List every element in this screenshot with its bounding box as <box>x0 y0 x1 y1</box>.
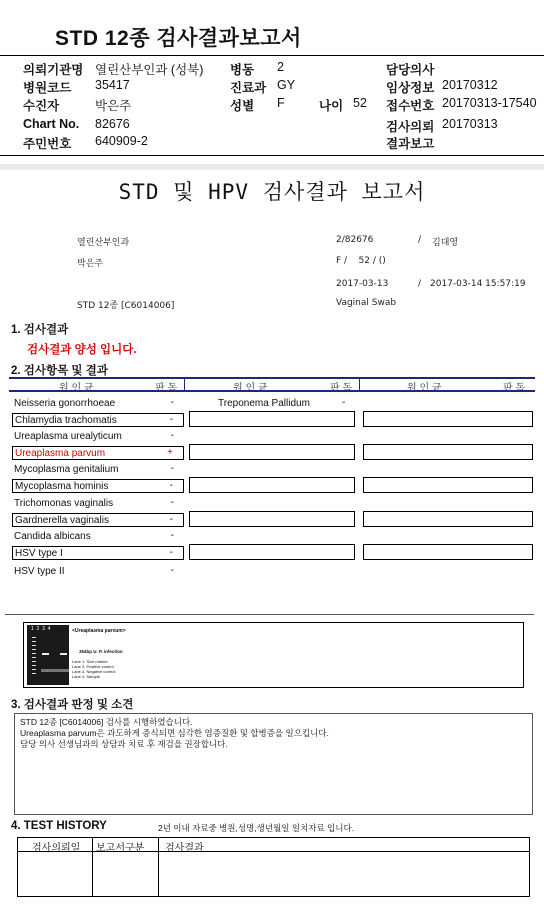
divider <box>5 614 534 615</box>
col-pathogen-header-2: 원 인 균 <box>233 383 268 394</box>
dept-value: GY <box>277 78 296 92</box>
empty-result-box <box>363 411 533 427</box>
gel-image-panel <box>23 622 524 688</box>
pathogen-result: - <box>170 497 174 508</box>
separator-text-2: / <box>418 279 422 289</box>
report-subtitle: STD 및 HPV 검사결과 보고서 <box>118 180 426 204</box>
patient-label: 수진자 <box>23 99 60 113</box>
pathogen-name: Chlamydia trachomatis <box>15 415 117 426</box>
gel-caption: <Ureaplasma parvum> <box>72 628 126 634</box>
primer-band <box>41 669 69 672</box>
history-col-header: 보고서구분 <box>96 843 145 854</box>
dept-label: 진료과 <box>230 81 267 95</box>
pathogen-name: HSV type I <box>15 548 63 559</box>
opinion-box <box>14 713 533 815</box>
date2-text: 2017-03-14 15:57:19 <box>430 279 526 289</box>
date1-text: 2017-03-13 <box>336 279 389 289</box>
age-value: 52 <box>353 96 367 110</box>
resident-value: 640909-2 <box>95 134 148 148</box>
resident-label: 주민번호 <box>23 137 72 151</box>
report-title: STD 12종 검사결과보고서 <box>55 27 302 50</box>
pathogen-result: - <box>169 414 173 425</box>
empty-result-box <box>189 477 355 493</box>
section4-note: 2년 이내 자료중 병원,성명,생년월일 일치자료 입니다. <box>158 823 355 833</box>
pathogen-result: - <box>169 480 173 491</box>
clinical-value: 20170312 <box>442 78 498 92</box>
gel-legend-item: Lane 2. Positive control <box>72 664 114 669</box>
list-item <box>12 479 184 493</box>
section-divider <box>0 164 544 170</box>
result-report-label: 결과보고 <box>386 137 435 151</box>
empty-result-box <box>363 444 533 460</box>
separator-text: / <box>418 235 422 245</box>
list-item <box>12 413 184 427</box>
empty-result-box <box>363 477 533 493</box>
history-col-header: 검사결과 <box>165 843 204 854</box>
specimen-text: Vaginal Swab <box>336 298 397 308</box>
ward-label: 병동 <box>230 63 255 77</box>
list-item <box>12 446 184 460</box>
history-table <box>17 837 530 897</box>
empty-result-box <box>189 544 355 560</box>
hospital-code-value: 35417 <box>95 78 130 92</box>
empty-result-box <box>363 544 533 560</box>
gel-legend-item: Lane 4. Sample <box>72 674 101 679</box>
empty-result-box <box>189 411 355 427</box>
receipt-value: 20170313-17540 <box>442 96 537 110</box>
req-institution-label: 의뢰기관명 <box>23 63 84 77</box>
clinical-label: 임상정보 <box>386 81 435 95</box>
list-item <box>12 565 184 579</box>
history-col-header: 검사의뢰일 <box>32 843 81 854</box>
sample-band <box>60 653 67 655</box>
test-code-text: STD 12종 [C6014006] <box>77 301 175 311</box>
col-judgment-header-2: 판 독 <box>330 383 353 394</box>
pathogen-result: - <box>169 514 173 525</box>
empty-result-box <box>189 511 355 527</box>
section3-title: 3. 검사결과 판정 및 소견 <box>11 699 134 711</box>
pathogen-result: - <box>170 430 174 441</box>
gel-legend-item: Lane 1. Size marker <box>72 659 108 664</box>
section4-title: 4. TEST HISTORY <box>11 820 107 832</box>
pathogen-name: Treponema Pallidum <box>218 398 310 409</box>
pathogen-result: - <box>170 530 174 541</box>
opinion-line: 담당 의사 선생님과의 상담과 치료 후 재검을 권장합니다. <box>20 739 228 749</box>
pathogen-result: - <box>169 547 173 558</box>
col-judgment-header-1: 판 독 <box>155 383 178 394</box>
pathogen-name: Mycoplasma hominis <box>15 481 109 492</box>
sex-age-text: F / 52 / () <box>336 256 386 266</box>
section2-title: 2. 검사항목 및 결과 <box>11 365 108 377</box>
section1-result: 검사결과 양성 입니다. <box>27 344 137 356</box>
pathogen-name: Neisseria gonorrhoeae <box>14 398 116 409</box>
chart-value: 82676 <box>95 117 130 131</box>
gel-lane-labels: 1 2 3 4 <box>31 626 51 632</box>
results-table-header <box>9 377 535 392</box>
list-item <box>12 463 184 477</box>
doctor-name-text: 김대영 <box>432 238 459 248</box>
receipt-label: 접수번호 <box>386 99 435 113</box>
history-col-divider <box>158 838 159 896</box>
pathogen-result: - <box>170 463 174 474</box>
list-item <box>12 430 184 444</box>
history-col-divider <box>92 838 93 896</box>
col-divider-2 <box>359 377 360 392</box>
pathogen-name: Mycoplasma genitalium <box>14 464 119 475</box>
positive-band <box>42 653 49 655</box>
opinion-line: Ureaplasma parvum은 과도하게 증식되면 심각한 염증질환 및 합병증을 일으킵니다. <box>20 728 329 738</box>
gel-legend <box>72 659 115 679</box>
patient-text: 박은주 <box>77 259 104 269</box>
pathogen-name: Trichomonas vaginalis <box>14 498 114 509</box>
req-institution-value: 열린산부인과 (성북) <box>95 63 204 77</box>
gel-band-label: 354bp U. P. infection <box>79 649 123 654</box>
empty-result-box <box>189 444 355 460</box>
patient-value: 박은주 <box>95 99 132 113</box>
sex-label: 성별 <box>230 99 255 113</box>
doctor-label: 담당의사 <box>386 63 435 77</box>
chart-label: Chart No. <box>23 117 80 131</box>
list-item <box>12 397 184 411</box>
col-divider-1 <box>184 377 185 392</box>
pathogen-name: Ureaplasma parvum <box>15 448 106 459</box>
list-item <box>12 530 184 544</box>
gel-legend-item: Lane 3. Negative control <box>72 669 116 674</box>
institution-text: 열린산부인과 <box>77 238 130 248</box>
header-bottom-rule <box>0 155 544 156</box>
history-header-row <box>18 838 529 852</box>
pathogen-result: - <box>170 397 174 408</box>
list-item <box>192 397 352 411</box>
age-label: 나이 <box>319 99 344 113</box>
pathogen-name: Ureaplasma urealyticum <box>14 431 122 442</box>
list-item <box>12 513 184 527</box>
hospital-code-label: 병원코드 <box>23 81 72 95</box>
list-item <box>12 497 184 511</box>
header-top-rule <box>0 55 544 56</box>
pathogen-name: HSV type II <box>14 566 65 577</box>
pathogen-result: + <box>167 447 173 458</box>
requested-label: 검사의뢰 <box>386 120 435 134</box>
opinion-line: STD 12종 [C6014006] 검사를 시행하였습니다. <box>20 717 193 727</box>
list-item <box>12 546 184 560</box>
chart-ref-text: 2/82676 <box>336 235 374 245</box>
section1-title: 1. 검사결과 <box>11 324 69 336</box>
ward-value: 2 <box>277 60 284 74</box>
gel-photo <box>27 625 69 685</box>
col-pathogen-header-1: 원 인 균 <box>59 383 94 394</box>
sex-value: F <box>277 96 285 110</box>
requested-value: 20170313 <box>442 117 498 131</box>
pathogen-name: Candida albicans <box>14 531 91 542</box>
pathogen-result: - <box>342 397 346 408</box>
pathogen-name: Gardnerella vaginalis <box>15 515 109 526</box>
col-judgment-header-3: 판 독 <box>503 383 526 394</box>
size-marker-ladder <box>32 637 36 677</box>
pathogen-result: - <box>170 565 174 576</box>
empty-result-box <box>363 511 533 527</box>
col-pathogen-header-3: 원 인 균 <box>407 383 442 394</box>
